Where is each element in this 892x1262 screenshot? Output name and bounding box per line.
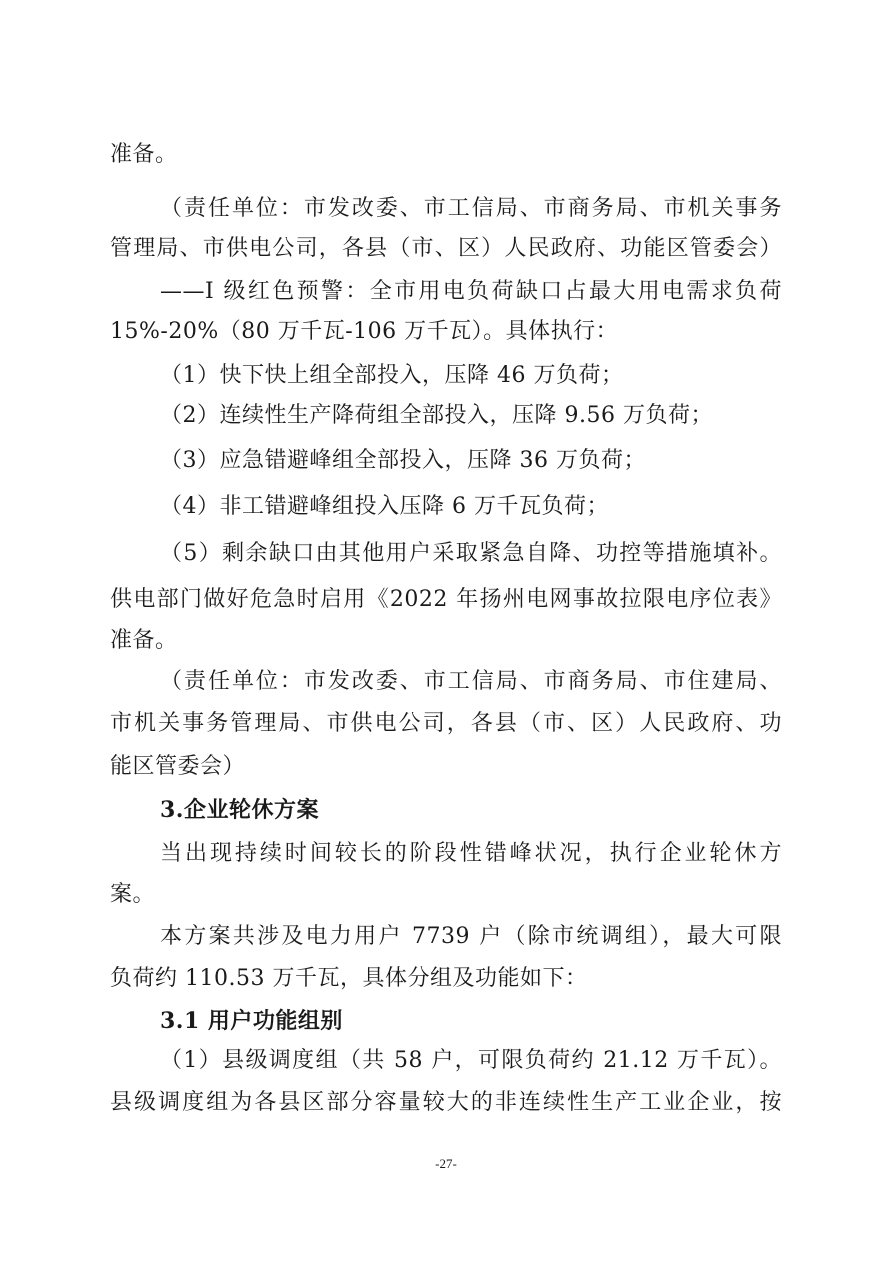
- list-item: （3）应急错避峰组全部投入，压降 36 万负荷；: [160, 448, 646, 473]
- text-line: 管理局、市供电公司，各县（市、区）人民政府、功能区管委会）: [110, 236, 782, 261]
- text-line: （责任单位：市发改委、市工信局、市商务局、市机关事务: [160, 196, 782, 221]
- text-line: 供电部门做好危急时启用《2022 年扬州电网事故拉限电序位表》: [110, 587, 782, 612]
- text-line: ——I 级红色预警：全市用电负荷缺口占最大用电需求负荷: [160, 279, 782, 304]
- text-line: （责任单位：市发改委、市工信局、市商务局、市住建局、: [160, 669, 782, 694]
- text-line: 能区管委会）: [110, 754, 246, 779]
- list-item: （2）连续性生产降荷组全部投入，压降 9.56 万负荷；: [160, 403, 713, 428]
- text-line: 本方案共涉及电力用户 7739 户（除市统调组），最大可限: [160, 924, 782, 949]
- text-line: 当出现持续时间较长的阶段性错峰状况，执行企业轮休方: [160, 841, 782, 866]
- list-item: （5）剩余缺口由其他用户采取紧急自降、功控等措施填补。: [160, 541, 782, 566]
- text-line: 准备。: [110, 142, 178, 167]
- list-item: （1）快下快上组全部投入，压降 46 万负荷；: [160, 363, 624, 388]
- text-line: 负荷约 110.53 万千瓦，具体分组及功能如下：: [110, 966, 588, 991]
- list-item: （1）县级调度组（共 58 户，可限负荷约 21.12 万千瓦）。: [160, 1048, 782, 1073]
- subsection-heading: 3.1 用户功能组别: [160, 1008, 343, 1034]
- section-heading: 3.企业轮休方案: [160, 797, 319, 823]
- text-line: 15%-20%（80 万千瓦-106 万千瓦）。具体执行：: [110, 319, 619, 344]
- text-line: 案。: [110, 882, 156, 907]
- page-number: -27-: [435, 1156, 457, 1171]
- text-line: 县级调度组为各县区部分容量较大的非连续性生产工业企业，按: [110, 1090, 782, 1115]
- text-line: 准备。: [110, 628, 178, 653]
- list-item: （4）非工错避峰组投入压降 6 万千瓦负荷；: [160, 494, 609, 519]
- text-line: 市机关事务管理局、市供电公司，各县（市、区）人民政府、功: [110, 711, 782, 736]
